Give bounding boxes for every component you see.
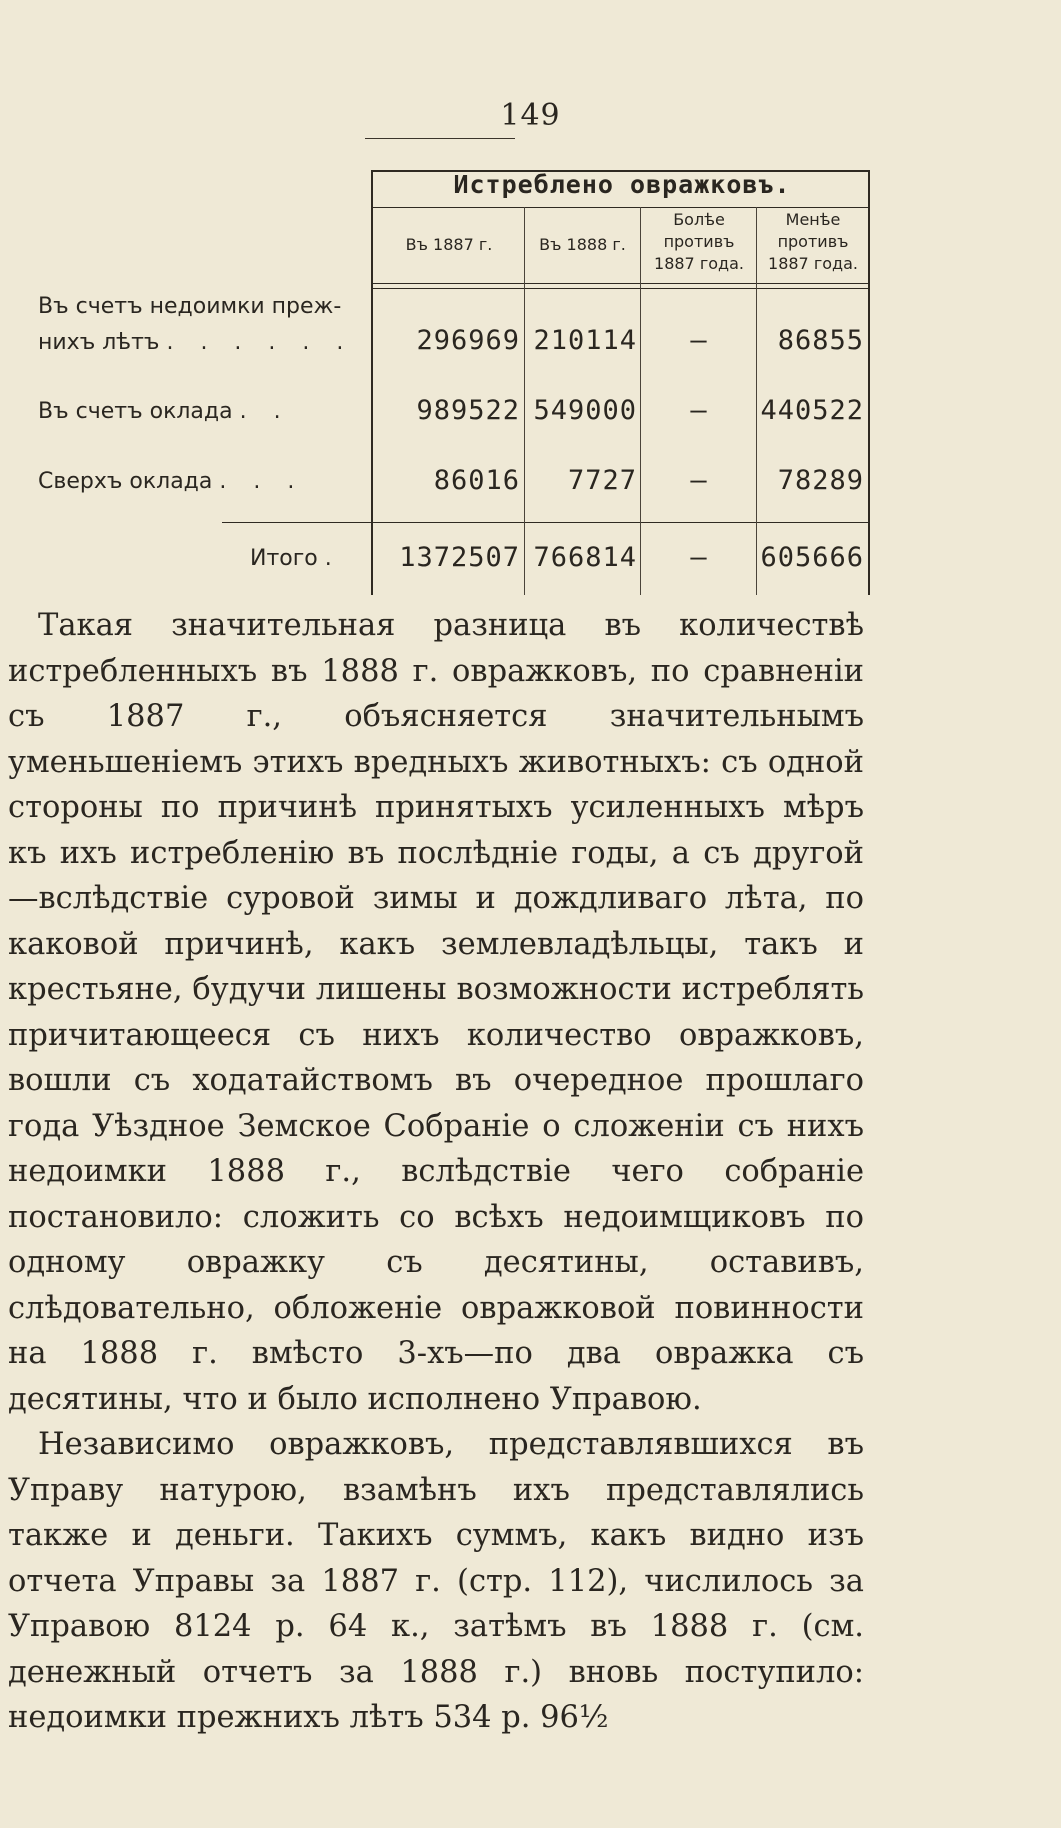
- group-header-rule: [372, 207, 870, 208]
- total-rule: [222, 522, 870, 523]
- table-right-border: [868, 170, 870, 595]
- cell-arrears-1887: 296969: [416, 325, 520, 356]
- row-label-over-assessment: Сверхъ оклада . . .: [38, 469, 305, 494]
- header-rule: [365, 138, 515, 139]
- cell-over-1888: 7727: [567, 465, 637, 496]
- column-header-1888: Въ 1888 г.: [539, 235, 626, 254]
- cell-over-1887: 86016: [433, 465, 520, 496]
- cell-total-1888: 766814: [533, 542, 637, 573]
- row-label-assessment: Въ счетъ оклада . .: [38, 399, 291, 424]
- cell-over-less: 78289: [777, 465, 864, 496]
- cell-arrears-more: —: [690, 325, 708, 356]
- cell-assessment-1888: 549000: [533, 395, 637, 426]
- column-header-less: Менѣе противъ 1887 года.: [768, 210, 858, 273]
- column-header-rule: [372, 283, 870, 284]
- column-header-1887: Въ 1887 г.: [405, 235, 493, 254]
- cell-assessment-1887: 989522: [416, 395, 520, 426]
- table-group-header: Истреблено овражковъ.: [453, 170, 791, 199]
- cell-assessment-less: 440522: [760, 395, 864, 426]
- row-label-total: Итого .: [250, 546, 332, 571]
- cell-over-more: —: [690, 465, 708, 496]
- cell-total-less: 605666: [760, 542, 864, 573]
- cell-arrears-less: 86855: [777, 325, 864, 356]
- cell-arrears-1888: 210114: [533, 325, 637, 356]
- col-divider-1: [524, 207, 525, 595]
- cell-assessment-more: —: [690, 395, 708, 426]
- paragraph: Такая значительная разница въ количествѣ истребленныхъ въ 1888 г. овражковъ, по сравненіи съ 1887 г., объясняется значительнымъ уменьшеніемъ этихъ вредныхъ животныхъ: съ одной стороны по причинѣ принятыхъ усиленныхъ мѣръ къ ихъ истребленію въ послѣдніе годы, а съ другой—вслѣдствіе суровой зимы и дождливаго лѣта, по каковой причинѣ, какъ землевладѣльцы, такъ и крестьяне, будучи лишены возможности истреблять причитающееся съ нихъ количество овражковъ, вошли съ ходатайствомъ въ очередное прошлаго года Уѣздное Земское Собраніе о сложеніи съ нихъ недоимки 1888 г., вслѣдствіе чего собраніе постановило: сложить со всѣхъ недоимщиковъ по одному овражку съ десятины, оставивъ, слѣдовательно, обложеніе овражковой повинности на 1888 г. вмѣсто 3-хъ—по два овражка съ десятины, что и было исполнено Управою.: [8, 608, 864, 1417]
- cell-total-1887: 1372507: [399, 542, 520, 573]
- col-divider-2: [640, 207, 641, 595]
- table-left-border: [371, 170, 373, 595]
- page-number: 149: [500, 98, 561, 133]
- cell-total-more: —: [690, 542, 708, 573]
- row-label-arrears: Въ счетъ недоимки преж- нихъ лѣтъ . . . . . .: [38, 294, 354, 355]
- column-header-rule-2: [372, 288, 870, 289]
- body-text: [8, 603, 864, 1741]
- paragraph: Независимо овражковъ, представлявшихся въ Управу натурою, взамѣнъ ихъ представлялись также и деньги. Такихъ суммъ, какъ видно изъ отчета Управы за 1887 г. (стр. 112), числилось за Управою 8124 р. 64 к., затѣмъ въ 1888 г. (см. денежный отчетъ за 1888 г.) вновь поступило: недоимки прежнихъ лѣтъ 534 р. 96½: [8, 1427, 864, 1735]
- column-header-more: Болѣе противъ 1887 года.: [654, 210, 744, 273]
- col-divider-3: [756, 207, 757, 595]
